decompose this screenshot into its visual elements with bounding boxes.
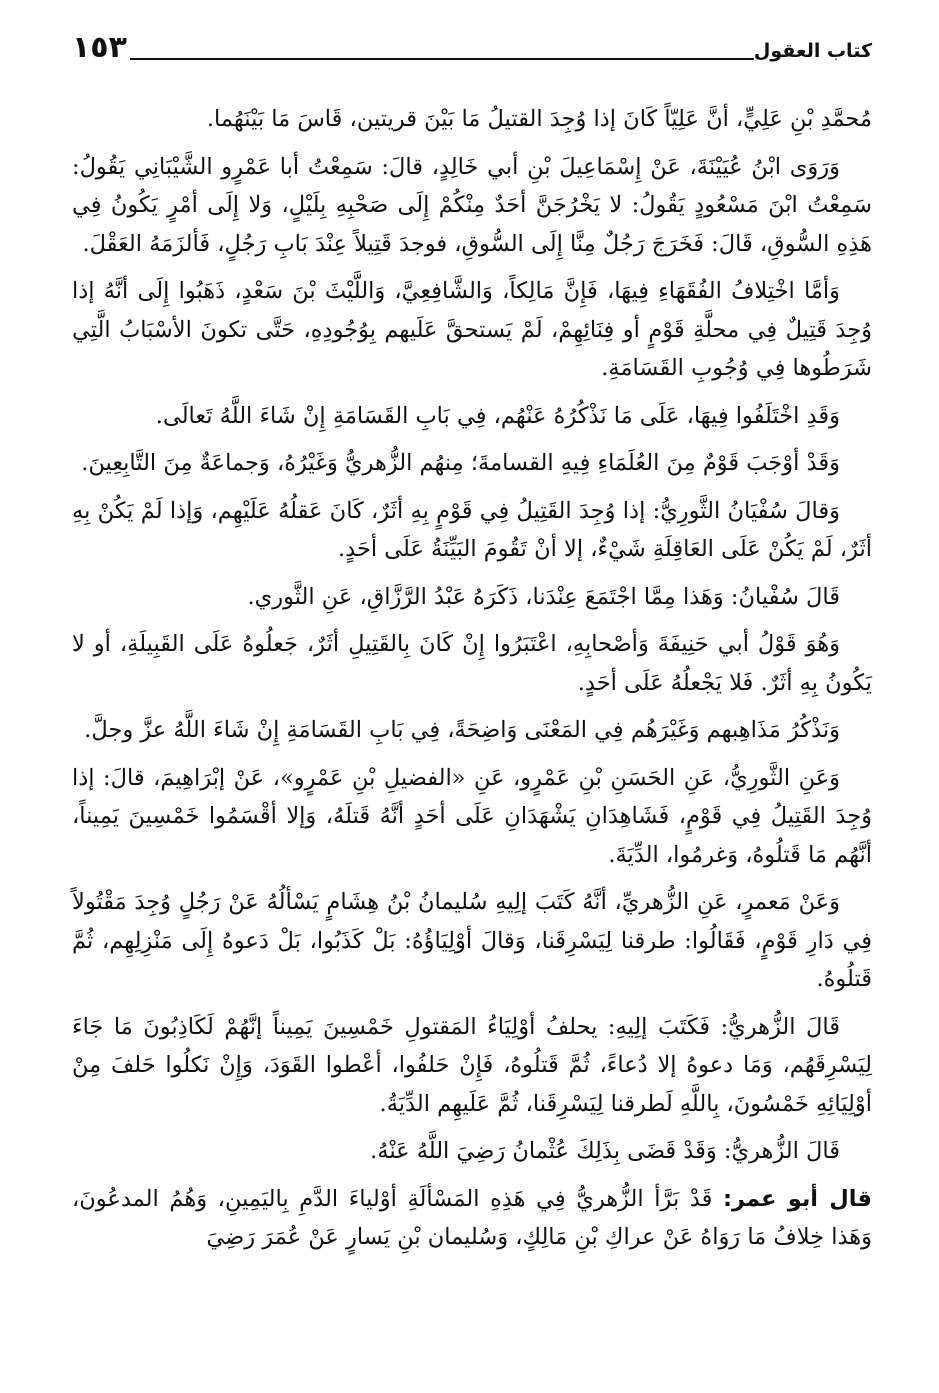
- paragraph-text: وَعَنْ مَعمرٍ، عَنِ الزُّهريِّ، أنَّهُ كَتَبَ إلِيهِ سُليمانُ بْنُ هِشَامٍ يَسْألُهُ عَنْ رَجُلٍ وُجِدَ مَقْتُولاً فِي دَارِ قَوْمٍ، فَقَالُوا: طرقنا لِيَسْرِقَنا، وَقالَ أوْلِيَاؤُهُ: بَلْ كَذَبُوا، بَلْ دَعوهُ إِلَى مَنْزِلِهِم، ثُمَّ قَتلُوهُ.: [72, 889, 872, 992]
- paragraph-lead: قال أبو عمر:: [722, 1185, 872, 1212]
- paragraph: [72, 883, 872, 999]
- paragraph: [72, 1180, 872, 1257]
- book-title: كتاب العقول: [753, 40, 872, 62]
- paragraph: [72, 492, 872, 569]
- paragraph: [72, 100, 872, 139]
- page-body: [72, 100, 872, 1266]
- paragraph-text: قَالَ الزُّهريُّ: وَقَدْ قَضَى بِذَلِكَ عُثْمانُ رَضِيَ اللَّهُ عَنْهُ.: [370, 1138, 840, 1164]
- paragraph-text: وَهُوَ قَوْلُ أبي حَنِيفَةَ وَأصْحابِهِ، اعْتَبَرُوا إِنْ كَانَ بِالقَتِيلِ أثَرٌ، جَعلُوهُ عَلَى القَبِيلَةِ، أو لا يَكُونُ بِهِ أثَرٌ. فَلا يَجْعلُهُ عَلَى أحَدٍ.: [72, 631, 872, 696]
- paragraph-text: وَأمَّا اخْتِلافُ الفُقَهَاءِ فِيهَا، فَإِنَّ مَالِكاً، وَالشَّافِعِيَّ، وَاللَّيْثَ بْنَ سَعْدٍ، ذَهَبُوا إِلَى أنَّهُ إذا وُجِدَ قَتِيلٌ فِي محلَّةِ قَوْمٍ أو فِنَائِهِمْ، لَمْ يَستحقَّ عَلَيهم بِوُجُودِهِ، حَتَّى تكونَ الأسْبَابُ الَّتِي شَرَطُوها فِي وُجُوبِ القَسَامَةِ.: [72, 278, 872, 381]
- paragraph-text: مُحمَّدِ بْنِ عَلِيٍّ، أنَّ عَلِيّاً كَانَ إذا وُجِدَ القتيلُ مَا بَيْنَ قريتين، قَاسَ مَا بَيْنَهُما.: [206, 106, 872, 132]
- paragraph: [72, 444, 872, 483]
- paragraph-text: وَقَدِ اخْتَلَفُوا فِيهَا، عَلَى مَا نَذْكُرُهُ عَنْهُم، فِي بَابِ القَسَامَةِ إِنْ شَاءَ اللَّهُ تَعالَى.: [155, 402, 840, 429]
- paragraph: [72, 578, 872, 617]
- paragraph-text: وَعَنِ الثَّورِيُّ، عَنِ الحَسَنِ بْنِ عَمْرٍو، عَنِ «الفضيلِ بْنِ عَمْرٍو»، عَنْ إبْرَاهِيمَ، قالَ: إذا وُجِدَ القَتِيلُ فِي قَوْمٍ، فَشَاهِدَانِ يَشْهَدَانِ عَلَى أحَدٍ أنَّهُ قَتلَهُ، وَإلا أقْسَمُوا خَمْسِينَ يَمِيناً، أنَّهُم مَا قَتلُوهُ، وَغرمُوا، الدِّيَةَ.: [72, 764, 872, 868]
- paragraph: [72, 397, 872, 436]
- paragraph: [72, 148, 872, 264]
- paragraph-text: قَدْ بَرَّأ الزُّهريُّ فِي هَذِهِ المَسْألَةِ أوْلياءَ الدَّمِ بِاليَمِينِ، وَهُمُ المدعُونَ، وَهَذا خِلافُ مَا رَوَاهُ عَنْ عراكِ بْنِ مَالِكٍ، وَسُليمان بْنِ يَسارٍ عَنْ عُمَرَ رَضِيَ: [72, 1185, 872, 1250]
- paragraph: [72, 711, 872, 750]
- paragraph-text: وَنَذْكُرُ مَذَاهِبهم وَغَيْرَهُم فِي المَعْنَى وَاضِحَةً، فِي بَابِ القَسَامَةِ إِنْ شَاءَ اللَّهُ عزَّ وجلَّ.: [84, 717, 840, 743]
- paragraph: [72, 625, 872, 702]
- paragraph-text: وَرَوَى ابْنُ عُيَيْنَةَ، عَنْ إِسْمَاعِيلَ بْنِ أبي خَالِدٍ، قالَ: سَمِعْتُ أبا عَمْرٍو الشَّيْبَانِي يَقُولُ: سَمِعْتُ ابْنَ مَسْعُودٍ يَقُولُ: لا يَخْرُجَنَّ أحَدٌ مِنْكُمْ إِلَى صَحْبِهِ بِلَيْلٍ، وَلا إِلَى أمْرٍ يَكُونُ فِي هَذِهِ السُّوقِ، قَالَ: فَخَرَجَ رَجُلٌ مِنَّا إِلَى السُّوقِ، فوجدَ قَتِيلاً عِنْدَ بَابِ رَجُلٍ، فَألزَمَهُ العَقْلَ.: [72, 153, 872, 257]
- paragraph-text: وَقالَ سُفْيَانُ الثَّورِيُّ: إذا وُجِدَ القَتِيلُ فِي قَوْمٍ بِهِ أثَرٌ، كَانَ عَقلُهُ عَلَيْهِم، وَإذا لَمْ يَكُنْ بِهِ أثَرٌ، لَمْ يَكُنْ عَلَى العَاقِلَةِ شَيْءٌ، إلا أنْ تَقُومَ البَيِّنَةُ عَلَى أحَدٍ.: [72, 497, 872, 562]
- page-header: [72, 28, 872, 68]
- paragraph: [72, 759, 872, 875]
- header-rule: [130, 58, 754, 60]
- paragraph-text: قَالَ سُفْيانُ: وَهَذا مِمَّا اجْتَمَعَ عِنْدَنا، ذَكَرَهُ عَبْدُ الرَّزَّاقِ، عَنِ الثَّوري.: [247, 583, 840, 610]
- paragraph-text: وَقَدْ أوْجَبَ قَوْمٌ مِنَ العُلَمَاءِ فِيهِ القسامةَ؛ مِنهُم الزُّهريُّ وَغَيْرُهُ، وَجماعَةٌ مِنَ التَّابِعِينَ.: [81, 450, 840, 476]
- paragraph: [72, 272, 872, 388]
- paragraph: [72, 1008, 872, 1124]
- paragraph-text: قَالَ الزُّهريُّ: فَكَتَبَ إلِيهِ: يحلفُ أوْلِيَاءُ المَقتولِ خَمْسِينَ يَمِيناً إنَّهُمْ لَكَاذِبُونَ مَا جَاءَ لِيَسْرِقَهُم، وَمَا دعوهُ إلا دُعاءً، ثُمَّ قَتلُوهُ، فَإِنْ حَلفُوا، أعْطوا القَوَدَ، وَإِنْ نَكلُوا حَلفَ مِنْ أوْلِيَائِهِ خَمْسُونَ، بِاللَّهِ لَطرقنا لِيَسْرِقَنا، ثُمَّ عَلَيهِم الدِّيَةُ.: [72, 1013, 872, 1117]
- paragraph: [72, 1132, 872, 1171]
- page-number: ١٥٣: [72, 30, 127, 65]
